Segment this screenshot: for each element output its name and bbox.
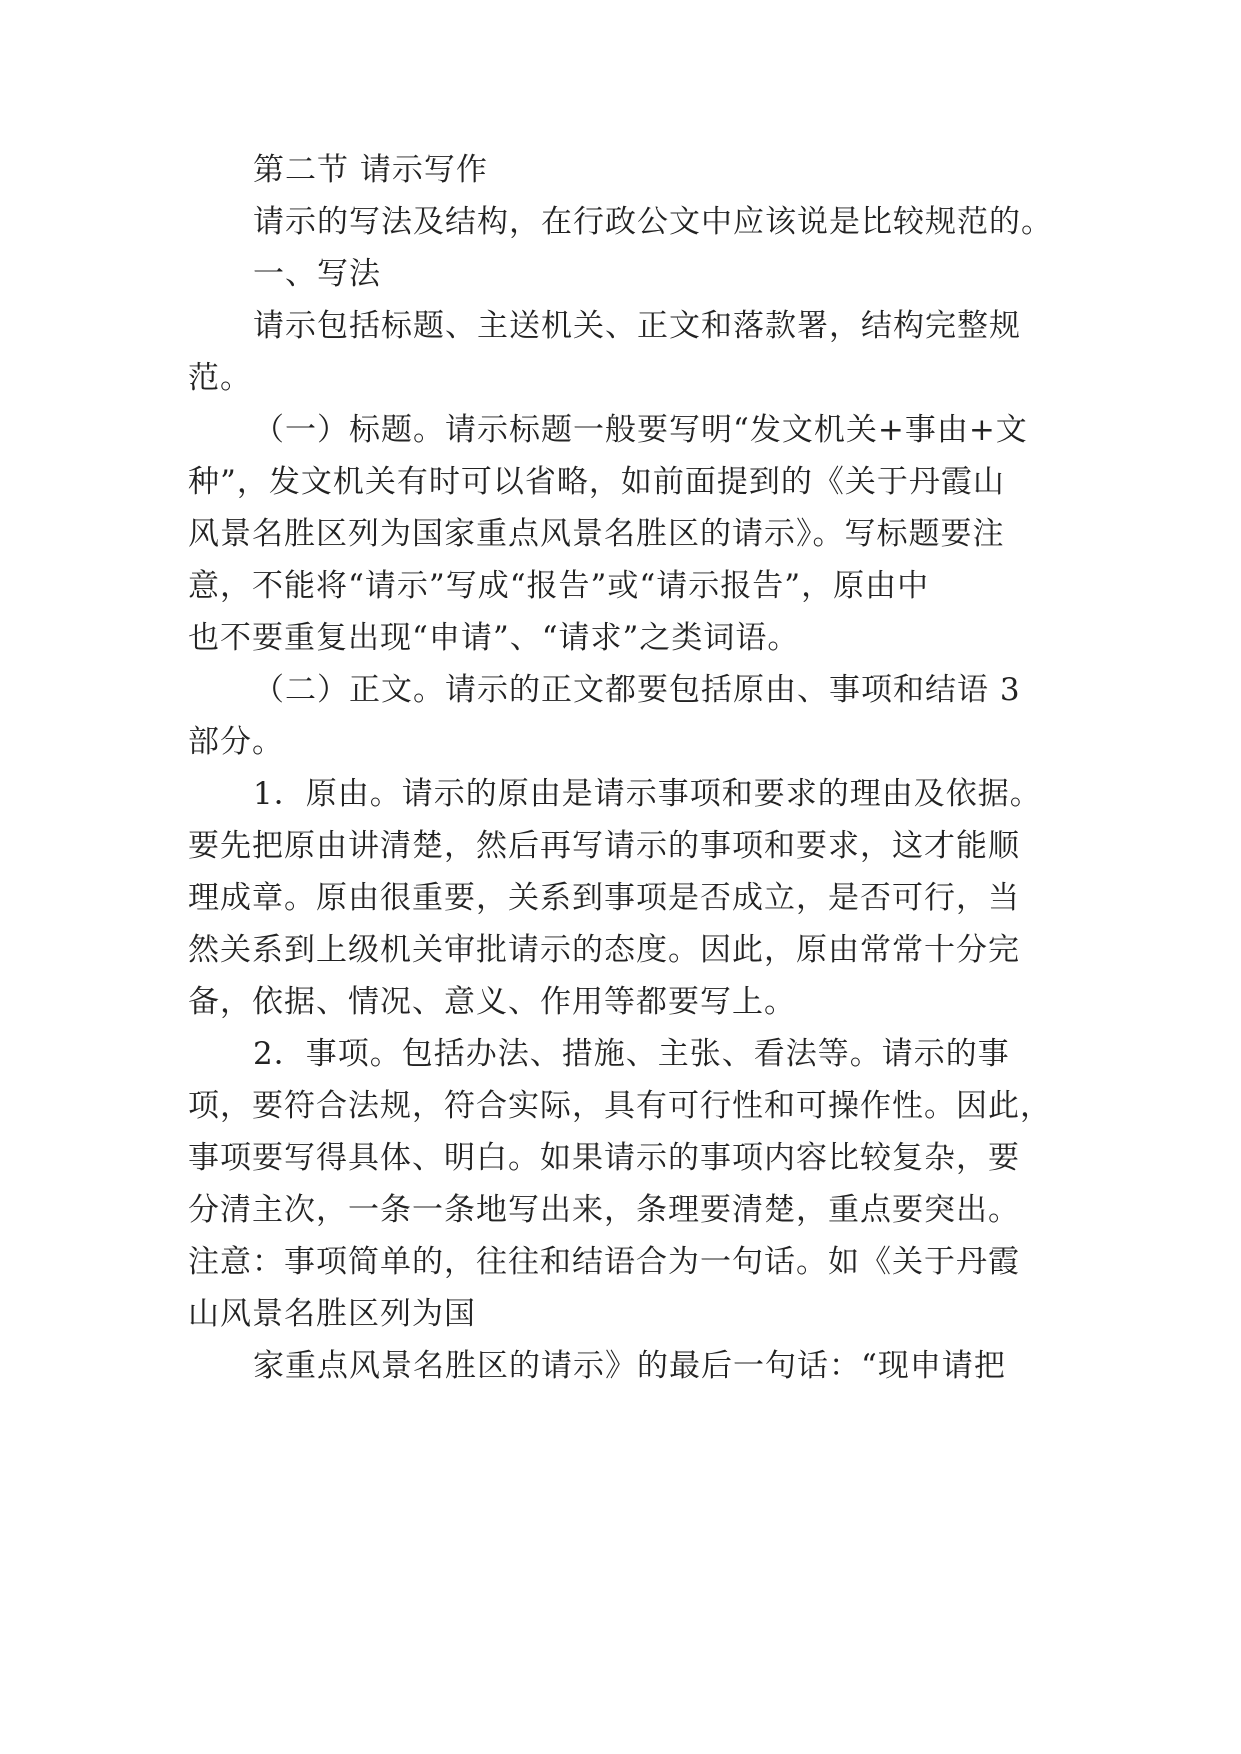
paragraph-line: 范。 (188, 360, 252, 396)
paragraph-line: 分清主次，一条一条地写出来，条理要清楚，重点要突出。 (188, 1192, 1020, 1228)
paragraph-line: 项，要符合法规，符合实际，具有可行性和可操作性。因此， (188, 1088, 1052, 1124)
paragraph-line: 意，不能将“请示”写成“报告”或“请示报告”，原由中 (188, 568, 930, 604)
paragraph-line: 要先把原由讲清楚，然后再写请示的事项和要求，这才能顺 (188, 828, 1020, 864)
paragraph-line: 2．事项。包括办法、措施、主张、看法等。请示的事 (253, 1036, 1010, 1072)
paragraph-line: 备，依据、情况、意义、作用等都要写上。 (188, 984, 796, 1020)
paragraph-line: 也不要重复出现“申请”、“请求”之类词语。 (188, 620, 800, 656)
paragraph-line: 风景名胜区列为国家重点风景名胜区的请示》。写标题要注 (188, 516, 1005, 552)
paragraph-line: 请示的写法及结构，在行政公文中应该说是比较规范的。 (253, 204, 1053, 240)
paragraph-line: 1．原由。请示的原由是请示事项和要求的理由及依据。 (253, 776, 1042, 812)
paragraph-line: （一）标题。请示标题一般要写明“发文机关+事由+文 (253, 412, 1028, 448)
paragraph-line: 然关系到上级机关审批请示的态度。因此，原由常常十分完 (188, 932, 1020, 968)
paragraph-line: 部分。 (188, 724, 284, 760)
section-heading: 第二节 请示写作 (253, 152, 488, 188)
subheading: 一、写法 (253, 256, 381, 292)
paragraph-line: 请示包括标题、主送机关、正文和落款署，结构完整规 (253, 308, 1021, 344)
paragraph-line: 种”，发文机关有时可以省略，如前面提到的《关于丹霞山 (188, 464, 1005, 500)
paragraph-line: 注意：事项简单的，往往和结语合为一句话。如《关于丹霞 (188, 1244, 1020, 1280)
paragraph-line: （二）正文。请示的正文都要包括原由、事项和结语 3 (253, 672, 1021, 708)
paragraph-line: 山风景名胜区列为国 (188, 1296, 476, 1332)
paragraph-line: 理成章。原由很重要，关系到事项是否成立，是否可行，当 (188, 880, 1020, 916)
paragraph-line: 家重点风景名胜区的请示》的最后一句话：“现申请把 (253, 1348, 1006, 1384)
paragraph-line: 事项要写得具体、明白。如果请示的事项内容比较复杂，要 (188, 1140, 1020, 1176)
